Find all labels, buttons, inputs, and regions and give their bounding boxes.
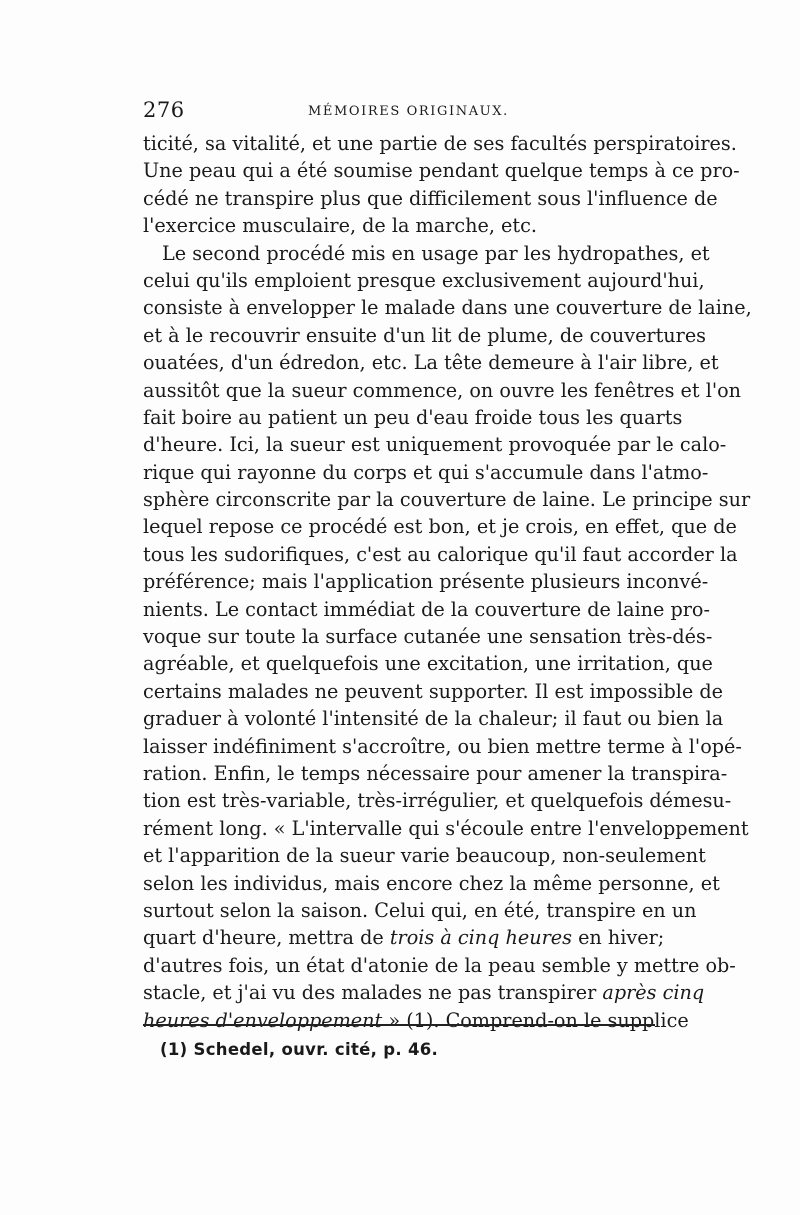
text-line: et à le recouvrir ensuite d'un lit de plume, de couvertures <box>143 323 707 347</box>
running-title: MÉMOIRES ORIGINAUX. <box>308 104 509 119</box>
text-line: ticité, sa vitalité, et une partie de ses facultés perspiratoires. <box>143 132 737 155</box>
text-line: d'heure. Ici, la sueur est uniquement provoquée par le calo- <box>143 433 727 457</box>
page-header <box>143 98 655 124</box>
footnote: (1) Schedel, ouvr. cité, p. 46. <box>160 1040 439 1059</box>
text-line: selon les individus, mais encore chez la même personne, et <box>143 871 720 895</box>
text-line: cédé ne transpire plus que difficilement sous l'influence de <box>143 186 718 210</box>
text-line: surtout selon la saison. Celui qui, en été, transpire en un <box>143 898 697 922</box>
italic-phrase: après cinq <box>602 981 705 1005</box>
text-line: aussitôt que la sueur commence, on ouvre les fenêtres et l'on <box>143 378 742 402</box>
text-line: sphère circonscrite par la couverture de laine. Le principe sur <box>143 488 751 512</box>
text-line: nients. Le contact immédiat de la couverture de laine pro- <box>143 597 710 621</box>
text-line: d'autres fois, un état d'atonie de la peau semble y mettre ob- <box>143 953 736 977</box>
text-line: consiste à envelopper le malade dans une couverture de laine, <box>143 296 752 320</box>
text-line: Le second procédé mis en usage par les hydropathes, et <box>162 241 710 265</box>
text-line: laisser indéfiniment s'accroître, ou bien mettre terme à l'opé- <box>143 734 742 758</box>
text-line: lequel repose ce procédé est bon, et je crois, en effet, que de <box>143 515 737 539</box>
text-line: et l'apparition de la sueur varie beaucoup, non-seulement <box>143 844 706 868</box>
text-line: préférence; mais l'application présente plusieurs inconvé- <box>143 570 709 594</box>
page-number: 276 <box>143 98 185 122</box>
text-line: tion est très-variable, très-irrégulier, et quelquefois démesu- <box>143 789 732 813</box>
text-line: rique qui rayonne du corps et qui s'accumule dans l'atmo- <box>143 460 709 484</box>
text-line: certains malades ne peuvent supporter. Il est impossible de <box>143 679 723 703</box>
text-line: l'exercice musculaire, de la marche, etc. <box>143 214 537 238</box>
text-line: celui qu'ils emploient presque exclusivement aujourd'hui, <box>143 268 705 292</box>
text-line: heures d'enveloppement » (1). Comprend-on le supplice <box>143 1008 689 1032</box>
text-line: Une peau qui a été soumise pendant quelque temps à ce pro- <box>143 159 740 183</box>
text-line: agréable, et quelquefois une excitation, une irritation, que <box>143 652 713 676</box>
text-line: ouatées, d'un édredon, etc. La tête demeure à l'air libre, et <box>143 351 719 375</box>
italic-phrase: trois à cinq heures <box>389 926 572 950</box>
footnote-rule <box>143 1024 655 1026</box>
text-line: graduer à volonté l'intensité de la chaleur; il faut ou bien la <box>143 707 724 731</box>
text-line: ration. Enfin, le temps nécessaire pour amener la transpira- <box>143 761 728 785</box>
text-line: fait boire au patient un peu d'eau froide tous les quarts <box>143 405 683 429</box>
text-line: rément long. « L'intervalle qui s'écoule entre l'enveloppement <box>143 816 749 840</box>
text-line: voque sur toute la surface cutanée une sensation très-dés- <box>143 625 713 649</box>
body-text <box>143 130 752 1034</box>
text-line: stacle, et j'ai vu des malades ne pas transpirer après cinq <box>143 981 705 1005</box>
text-line: tous les sudorifiques, c'est au calorique qu'il faut accorder la <box>143 542 738 566</box>
text-line: quart d'heure, mettra de trois à cinq heures en hiver; <box>143 926 665 950</box>
italic-phrase: heures d'enveloppement <box>143 1008 383 1032</box>
